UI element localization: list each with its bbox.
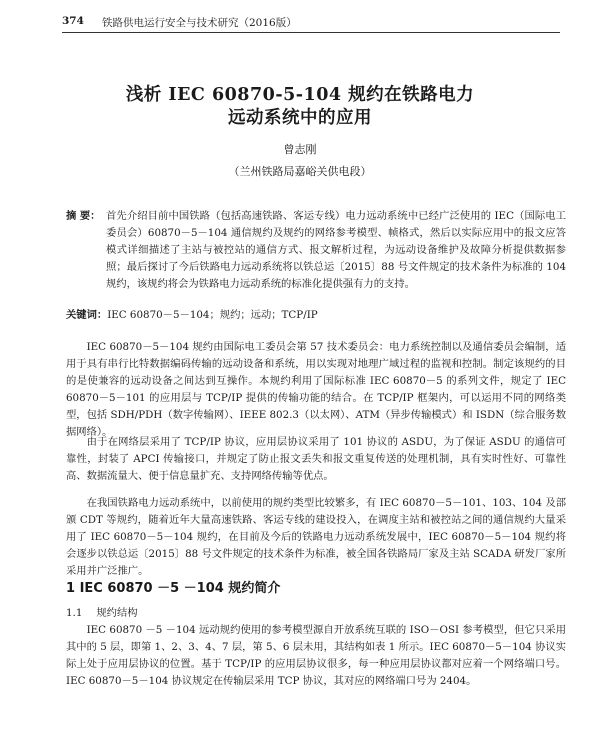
keywords-label: 关键词： [66,309,108,321]
affiliation: （兰州铁路局嘉峪关供电段） [228,165,372,178]
body-paragraph: 由于在网络层采用了 TCP/IP 协议，应用层协议采用了 101 协议的 ASDU，为了保证 ASDU 的通信可靠性，封装了 APCI 传输接口，并规定了防止报文丢失和报文重复传送的处理机制，具有实时性好、可靠性高、数据流量大、便于信息量扩充、支持网络传输等优点。 [66,436,566,482]
subsection-heading [66,604,138,619]
abstract-label: 摘 要： [66,210,101,222]
paper-title-line2: 远动系统中的应用 [228,108,372,128]
paper-title-line1: 浅析 IEC 60870-5-104 规约在铁路电力 [125,85,475,105]
abstract [66,208,566,293]
abstract-text: 首先介绍目前中国铁路（包括高速铁路、客运专线）电力远动系统中已经广泛使用的 IEC（国际电工委员会）60870－5－104 通信规约及规约的网络参考模型、帧格式，然后以实际应用中的报文应答模式详细描述了主站与被控站的通信方式、报文解析过程，为远动设备维护及故障分析提供数据参照；最后探讨了今后铁路电力远动系统将以铁总运〔2015〕88 号文件规定的技术条件为标准的 104 规约，该规约将会为铁路电力远动系统的标准化提供强有力的支持。 [106,210,566,290]
subsection-title: 规约结构 [96,607,138,619]
subsection-number: 1.1 [66,607,83,619]
keywords [66,306,566,321]
section-heading: 1 IEC 60870 －5 －104 规约简介 [66,581,281,596]
running-header [62,12,560,33]
body-paragraph: IEC 60870 －5 －104 远动规约使用的参考模型源自开放系统互联的 ISO－OSI 参考模型，但它只采用其中的 5 层，即第 1、2、3、4、7 层，第 5、6 层未用，其结构如表 1 所示。IEC 60870－5－104 协议实际上处于应用层协议的位置。基于 TCP/IP 的应用层协议很多，每一种应用层协议都对应着一个网络端口号。IEC 60870－5－104 协议规定在传输层采用 TCP 协议，其对应的网络端口号为 2404。 [66,624,566,687]
body-paragraph: 在我国铁路电力远动系统中，以前使用的规约类型比较繁多，有 IEC 60870－5－101、103、104 及部颁 CDT 等规约，随着近年大量高速铁路、客运专线的建设投入，在调度主站和被控站之间的通信规约大量采用了 IEC 60870－5－104 规约，在目前及今后的铁路电力远动系统发展中，IEC 60870－5－104 规约将会逐步以铁总运〔2015〕88 号文件规定的技术条件为标准，被全国各铁路局厂家及主站 SCADA 研发厂家所采用并广泛推广。 [66,497,566,577]
running-title: 铁路供电运行安全与技术研究（2016版） [102,17,297,29]
keywords-text: IEC 60870－5－104；规约；远动；TCP/IP [107,309,318,321]
body-paragraph: IEC 60870－5－104 规约由国际电工委员会第 57 技术委员会：电力系统控制以及通信委员会编制，适用于具有串行比特数据编码传输的远动设备和系统，用以实现对地理广域过程的监视和控制。制定该规约的目的是使兼容的远动设备之间达到互操作。本规约利用了国际标准 IEC 60870－5 的系列文件，规定了 IEC 60870－5－101 的应用层与 TCP/IP 提供的传输功能的结合。在 TCP/IP 框架内，可以运用不同的网络类型，包括 SDH/PDH（数字传输网）、IEEE 802.3（以太网）、ATM（异步传输模式）和 ISDN（综合服务数据网络）。 [66,341,567,438]
author: 曾志刚 [283,143,317,156]
page-number: 374 [62,15,84,27]
